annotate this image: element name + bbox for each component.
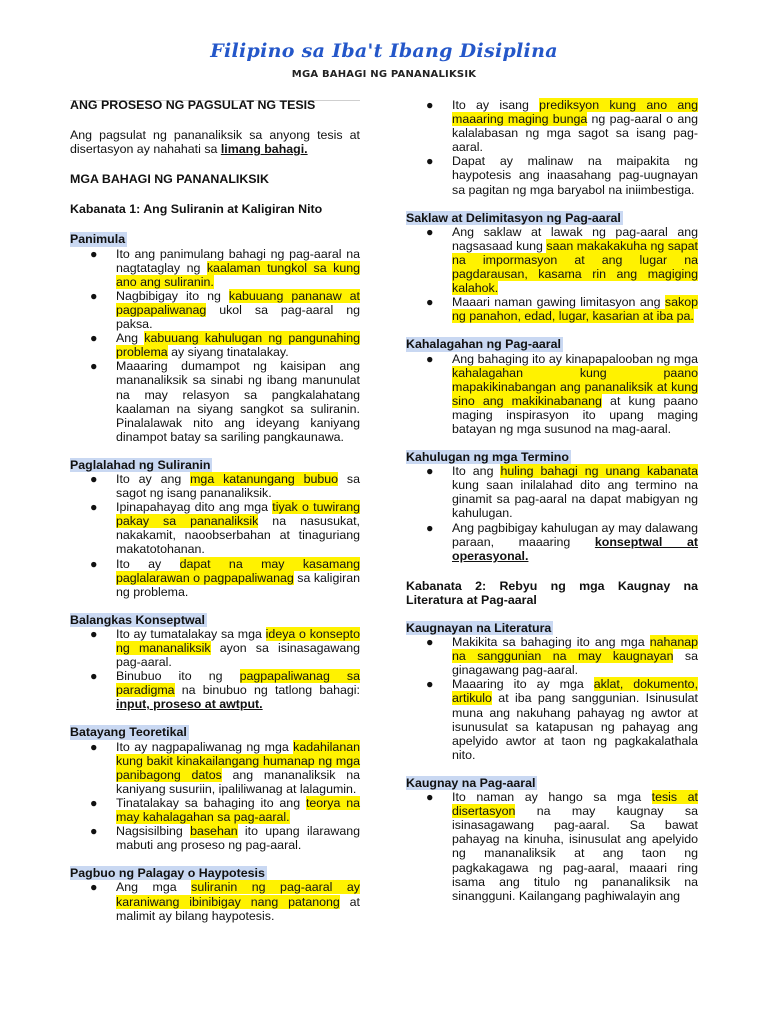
section-pagbuo: Pagbuo ng Palagay o Haypotesis (70, 866, 265, 881)
text: na may kaugnay sa isinasagawang pag-aaral. Sa bawat pahayag na kinuha, isinusulat ang apelyido ng mananaliksik at ang taon ng pagkakagawa ng pag-aaral, maaari ring isama ang titulo ng pananaliksik na sinangguni. Kailangang paghiwalayin ang (452, 804, 698, 903)
saklaw-list (406, 225, 698, 324)
text: ay siyang tinatalakay. (167, 345, 289, 360)
paglalahad-list (70, 472, 360, 599)
highlight: mga katanungang bubuo (190, 471, 339, 486)
text: Ito naman ay hango sa mga (452, 790, 652, 805)
section-kahulugan: Kahulugan ng mga Termino (406, 450, 569, 465)
bullet-icon: ● (426, 520, 434, 535)
text: at iba pang sanggunian. Isinusulat muna ang nakuhang pahayag ng awtor at isunusulat sa katapusan ng pahayag ang apelyido awtor at taon ng pagkakalathala nito. (452, 691, 698, 762)
text: Ito ay ang (116, 471, 191, 486)
page-subtitle: MGA BAHAGI NG PANANALIKSIK (291, 69, 477, 80)
text: sa ginagawang pag-aaral. (452, 649, 699, 678)
section-kahalagahan: Kahalagahan ng Pag-aaral (406, 337, 561, 352)
list-item (70, 472, 360, 500)
intro-underlined: limang bahagi. (220, 142, 308, 157)
kahalagahan-list (406, 352, 698, 437)
list-item (70, 247, 360, 289)
section-kaugnayan: Kaugnayan na Literatura (406, 621, 552, 635)
list-item (406, 225, 698, 295)
highlight: sakop ng panahon, edad, lugar, kasarian at iba pa. (452, 295, 698, 324)
bullet-icon: ● (426, 154, 434, 169)
text: sa sagot ng isang pananaliksik. (116, 471, 360, 501)
bullet-icon: ● (426, 295, 434, 310)
text: ng pag-aaral o ang kalalabasan ng mga sagot sa isang pag-aaral. (452, 112, 698, 155)
bullet-icon: ● (90, 824, 98, 839)
highlight: pagpapaliwanag sa paradigma (116, 669, 360, 698)
list-item (70, 824, 360, 852)
list-item (70, 880, 360, 922)
section-panimula: Panimula (70, 232, 126, 247)
highlight: teorya na may kahalagahan sa pag-aaral. (116, 795, 360, 825)
text: Makikita sa bahaging ito ang mga (452, 635, 650, 650)
underlined: konseptwal at operasyonal. (452, 534, 698, 563)
haypotesis-cont-list (406, 98, 698, 197)
text: Ang (116, 331, 145, 346)
underlined: input, proseso at awtput. (116, 697, 263, 712)
list-item (406, 521, 698, 563)
highlight: kaalaman tungkol sa kung ano ang suliranin. (116, 260, 360, 289)
parts-heading: MGA BAHAGI NG PANANALIKSIK (70, 172, 269, 187)
bullet-icon: ● (426, 224, 434, 239)
kaugnay-list (406, 790, 698, 903)
bullet-icon: ● (90, 739, 98, 754)
right-column (406, 98, 698, 903)
bullet-icon: ● (90, 880, 98, 895)
highlight: kabuuang kahulugan ng pangunahing problema (116, 331, 360, 360)
text: at kung paano maging inspirasyon ito upang maging batayan ng mga susunod na mag-aaral. (452, 393, 698, 436)
highlight: basehan (190, 824, 238, 839)
bullet-icon: ● (426, 677, 434, 692)
text: ito upang ilarawang mabuti ang proseso ng pag-aaral. (116, 824, 361, 853)
text: Nagbibigay ito ng (116, 288, 229, 303)
highlight: kadahilanan kung bakit kinakailangang humanap ng mga panibagong datos (116, 739, 360, 782)
page-title: Filipino sa Iba't Ibang Disiplina (210, 40, 558, 62)
highlight: aklat, dokumento, artikulo (452, 677, 699, 706)
list-item (406, 352, 698, 437)
text: Ito ang panimulang bahagi ng pag-aaral na nagtataglay ng (116, 246, 360, 275)
panimula-list (70, 247, 360, 444)
highlight: dapat na may kasamang paglalarawan o pagpapaliwanag (116, 556, 360, 585)
text: Ito ay isang (452, 98, 540, 112)
highlight: kahalagahan kung paano mapakikinabangan ang pananaliksik at kung sino ang makikinabanang (452, 365, 698, 408)
highlight: kabuuang pananaw at pagpapaliwanag (116, 288, 360, 317)
bullet-icon: ● (90, 500, 98, 515)
text: Tinatalakay sa bahaging ito ang (116, 795, 306, 810)
section-saklaw: Saklaw at Delimitasyon ng Pag-aaral (406, 210, 621, 225)
highlight: nahanap na sanggunian na may kaugnayan (452, 635, 698, 664)
main-heading: ANG PROSESO NG PAGSULAT NG TESIS (70, 98, 316, 112)
list-item (70, 740, 360, 796)
bullet-icon: ● (90, 288, 98, 303)
highlight: saan makakakuha ng sapat na impormasyon at ang lugar na pagdarausan, kasama rin ang magiging kalahok. (452, 238, 699, 296)
bullet-icon: ● (426, 464, 434, 479)
text: Ipinapahayag dito ang mga (116, 500, 273, 515)
list-item (406, 154, 698, 196)
kaugnayan-list (406, 635, 698, 762)
text: Maaari naman gawing limitasyon ang (452, 295, 665, 310)
text: ayon sa isinasagawang pag-aaral. (116, 641, 360, 670)
bullet-icon: ● (426, 635, 434, 650)
list-item (406, 464, 698, 520)
bullet-icon: ● (90, 795, 98, 810)
text: Ito ay nagpapaliwanag ng mga (116, 739, 294, 754)
text: Ito ay (116, 556, 180, 571)
text: sa kaligiran ng problema. (116, 570, 360, 599)
bullet-icon: ● (90, 246, 98, 261)
highlight: prediksyon kung ano ang maaaring maging bunga (452, 98, 698, 127)
section-batayang: Batayang Teoretikal (70, 725, 187, 740)
list-item (406, 635, 698, 677)
bullet-icon: ● (426, 98, 434, 112)
text: Ang mga (116, 880, 192, 895)
list-item (406, 295, 698, 323)
kahulugan-list (406, 464, 698, 563)
intro-text: Ang pagsulat ng pananaliksik sa anyong tesis at disertasyon ay nahahati sa (70, 128, 360, 157)
text: na nasusukat, nakakamit, naoobserbahan at tinaguriang makatotohanan. (116, 514, 360, 557)
bullet-icon: ● (90, 331, 98, 346)
list-item (70, 557, 360, 599)
bullet-icon: ● (90, 359, 98, 374)
text: ukol sa pag-aaral ng paksa. (116, 302, 360, 332)
list-item (406, 98, 698, 154)
text: Nagsisilbing (116, 824, 191, 839)
intro-paragraph (70, 128, 360, 156)
highlight: huling bahagi ng unang kabanata (500, 464, 698, 479)
bullet-icon: ● (426, 351, 434, 366)
highlight: ideya o konsepto ng mananaliksik (116, 626, 360, 655)
text: Maaaring dumampot ng kaisipan ang mananaliksik sa sinabi ng ibang manunulat na may relasyon sa pangkalahatang kaalaman na siyang sangkot sa suliranin. Pinalalawak nito ang ideyang kaniyang dinampot batay sa sariling pangkaunawa. (116, 359, 360, 444)
bullet-icon: ● (90, 669, 98, 684)
left-column (70, 98, 360, 923)
list-item (70, 331, 360, 359)
bullet-icon: ● (90, 471, 98, 486)
text: na binubuo ng tatlong bahagi: (174, 683, 360, 698)
list-item (70, 669, 360, 711)
chapter-2-heading: Kabanata 2: Rebyu ng mga Kaugnay na Literatura at Pag-aaral (406, 578, 698, 607)
pagbuo-list (70, 880, 360, 922)
highlight: suliranin ng pag-aaral ay karaniwang ibinibigay nang patanong (116, 880, 360, 909)
text: Ang bahaging ito ay kinapapalooban ng mga (452, 351, 698, 366)
text: ang mananaliksik na kaniyang susuriin, ipaliliwanag at lalagumin. (116, 767, 360, 796)
list-item (406, 790, 698, 903)
text: kung saan inilalahad dito ang termino na ginamit sa pag-aaral na dapat mabigyan ng kahulugan. (452, 478, 698, 521)
list-item (70, 796, 360, 824)
balangkas-list (70, 627, 360, 712)
bullet-icon: ● (90, 626, 98, 641)
text: at malimit ay bilang haypotesis. (116, 894, 360, 923)
section-kaugnay: Kaugnay na Pag-aaral (406, 775, 536, 790)
text: Binubuo ito ng (116, 669, 240, 684)
text: Ito ay tumatalakay sa mga (116, 626, 266, 641)
list-item (70, 500, 360, 556)
chapter-1-heading: Kabanata 1: Ang Suliranin at Kaligiran Nito (70, 202, 323, 217)
section-balangkas: Balangkas Konseptwal (70, 612, 205, 627)
text: Ito ang (452, 464, 501, 479)
text: Ang saklaw at lawak ng pag-aaral ang nagsasaad kung (452, 224, 698, 253)
list-item (70, 627, 360, 669)
section-paglalahad: Paglalahad ng Suliranin (70, 457, 211, 472)
batayang-list (70, 740, 360, 853)
bullet-icon: ● (90, 556, 98, 571)
highlight: tesis at disertasyon (452, 790, 698, 819)
list-item (70, 289, 360, 331)
highlight: tiyak o tuwirang pakay sa pananaliksik (116, 500, 360, 529)
bullet-icon: ● (426, 790, 434, 805)
text: Ang pagbibigay kahulugan ay may dalawang paraan, maaaring (452, 520, 698, 549)
list-item (70, 359, 360, 444)
text: Dapat ay malinaw na maipakita ng haypotesis ang inaasahang pag-uugnayan sa pagitan ng mga baryabol na iniimbestiga. (452, 154, 698, 197)
list-item (406, 677, 698, 762)
text: Maaaring ito ay mga (452, 677, 594, 692)
